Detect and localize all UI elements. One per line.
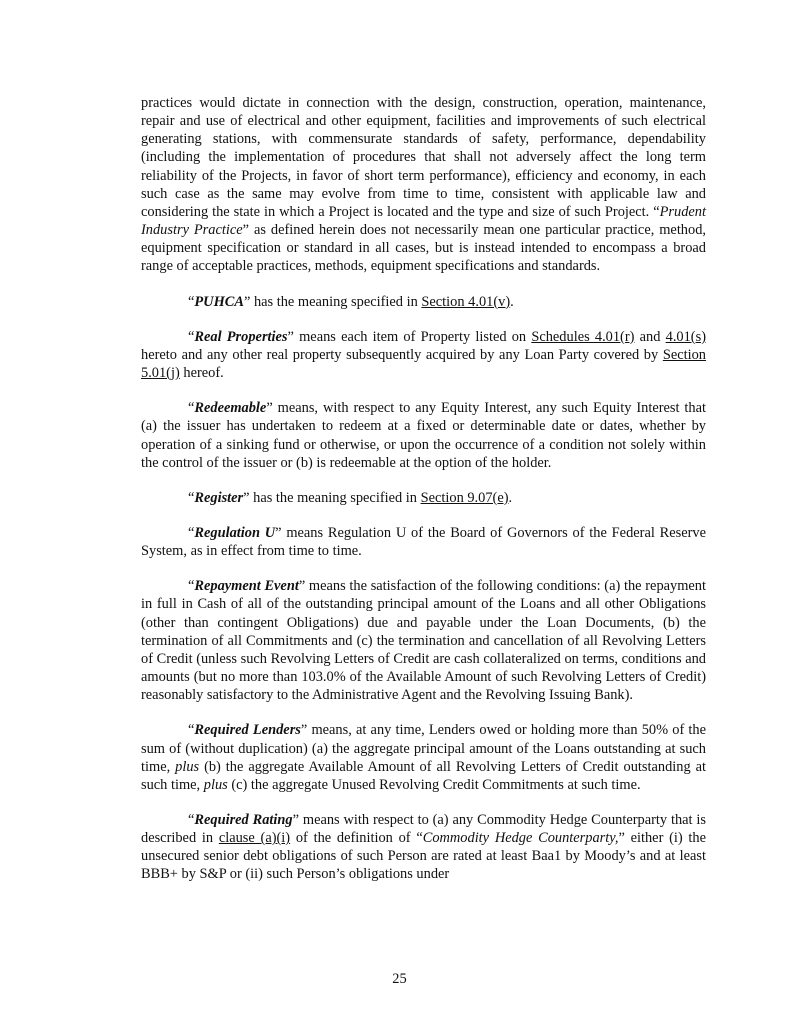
section-reference: Section 9.07(e) xyxy=(420,489,509,506)
page-number: 25 xyxy=(392,971,407,987)
definition-puhca: “PUHCA” has the meaning specified in Section 4.01(v). xyxy=(188,293,514,310)
defined-term-prudent-industry-practice: Prudent Industry Practice xyxy=(141,203,706,239)
defined-term: Redeemable xyxy=(194,400,267,417)
defined-term: Repayment Event xyxy=(194,578,299,595)
italic-plus: plus xyxy=(203,776,228,793)
schedule-reference: 4.01(s) xyxy=(665,328,706,345)
section-reference: Section 4.01(v) xyxy=(421,293,511,310)
definition-register: “Register” has the meaning specified in Section 9.07(e). xyxy=(188,489,513,506)
definition-regulation-u: “Regulation U” means Regulation U of the Board of Governors of the Federal Reserve System, as in effect from time to time. xyxy=(141,524,706,560)
defined-term: Regulation U xyxy=(194,524,276,541)
clause-reference: clause (a)(i) xyxy=(218,830,291,847)
defined-term: PUHCA xyxy=(194,293,244,310)
definition-repayment-event: “Repayment Event” means the satisfaction of the following conditions: (a) the repayment in full in Cash of all of the outstanding principal amount of the Loans and all other Obligations (other than contingent Obligations) due and payable under the Loan Documents, (b) the termination of all Commitments and (c) the termination and cancellation of all Revolving Letters of Credit (unless such Revolving Letters of Credit are cash collateralized on terms, conditions and amounts (but no more than 103.0% of the Available Amount of such Revolving Letters of Credit) reasonably satisfactory to the Administrative Agent and the Revolving Issuing Bank). xyxy=(141,578,706,704)
document-page xyxy=(141,94,706,901)
definition-required-rating: “Required Rating” means with respect to (a) any Commodity Hedge Counterparty that is described in clause (a)(i) of the definition of “Commodity Hedge Counterparty,” either (i) the unsecured senior debt obligations of such Person are rated at least Baa1 by Moody’s and at least BBB+ by S&P or (ii) such Person’s obligations under xyxy=(141,812,707,883)
defined-term: Required Lenders xyxy=(194,722,301,739)
section-reference: Section 5.01(j) xyxy=(141,346,706,382)
defined-term: Real Properties xyxy=(194,328,288,345)
defined-term: Register xyxy=(194,489,244,506)
definition-real-properties: “Real Properties” means each item of Property listed on Schedules 4.01(r) and 4.01(s) hereto and any other real property subsequently acquired by any Loan Party covered by Section 5.01(j) hereof. xyxy=(141,328,706,382)
schedule-reference: Schedules 4.01(r) xyxy=(531,328,635,345)
italic-defined-term: Commodity Hedge Counterparty, xyxy=(422,830,619,847)
prudent-practice-continuation: practices would dictate in connection with the design, construction, operation, maintenance, repair and use of electrical and other equipment, facilities and improvements of such electrical generating stations, with commensurate standards of safety, performance, dependability (including the implementation of procedures that shall not adversely affect the long term reliability of the Projects, in favor of short term performance), efficiency and economy, in each such case as the same may evolve from time to time, consistent with applicable law and considering the state in which a Project is located and the type and size of such Project. “Prudent Industry Practice” as defined herein does not necessarily mean one particular practice, method, equipment specification or standard in all cases, but is instead intended to encompass a broad range of acceptable practices, methods, equipment specifications and standards. xyxy=(141,95,706,275)
italic-plus: plus xyxy=(175,758,200,775)
definition-required-lenders: “Required Lenders” means, at any time, Lenders owed or holding more than 50% of the sum of (without duplication) (a) the aggregate principal amount of the Loans outstanding at such time, plus (b) the aggregate Available Amount of all Revolving Letters of Credit outstanding at such time, plus (c) the aggregate Unused Revolving Credit Commitments at such time. xyxy=(141,722,706,793)
definition-redeemable: “Redeemable” means, with respect to any Equity Interest, any such Equity Interest that (a) the issuer has undertaken to redeem at a fixed or determinable date or dates, whether by operation of a sinking fund or otherwise, or upon the occurrence of a condition not solely within the control of the issuer or (b) is redeemable at the option of the holder. xyxy=(141,400,706,471)
defined-term: Required Rating xyxy=(194,812,293,828)
